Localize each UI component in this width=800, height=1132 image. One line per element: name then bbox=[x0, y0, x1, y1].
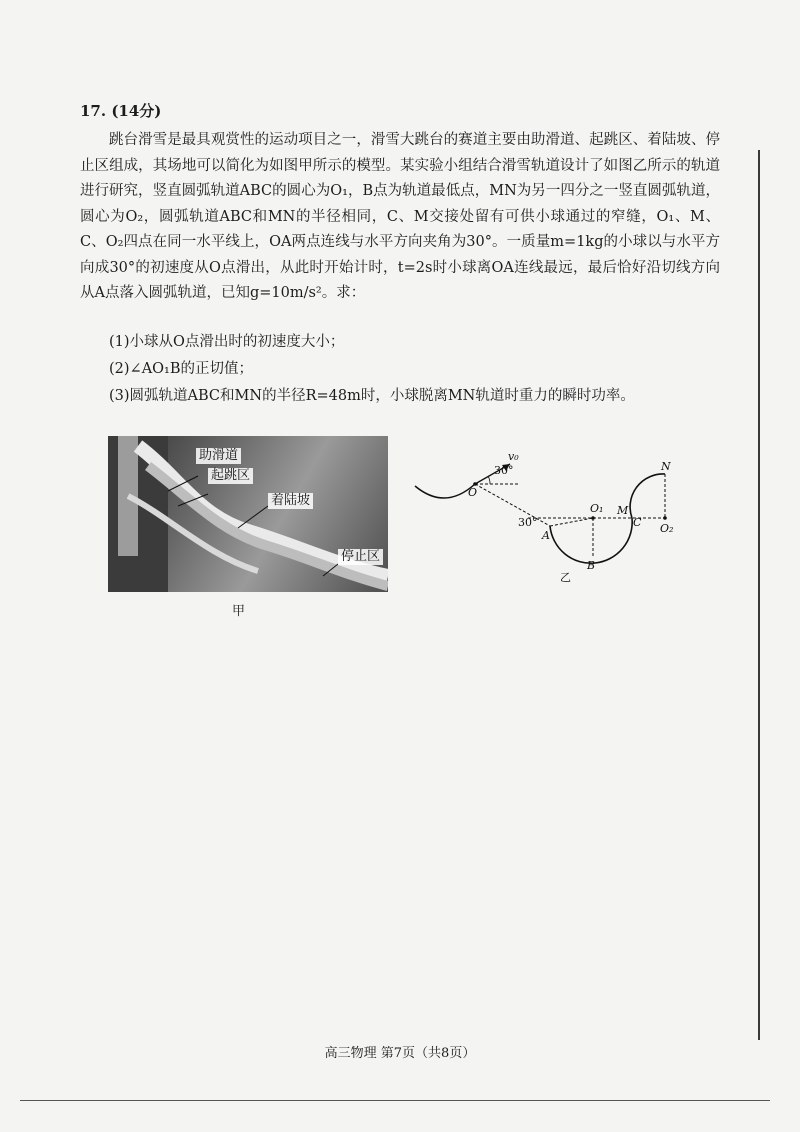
point-B-label: B bbox=[587, 559, 596, 572]
point-O2-label: O₂ bbox=[660, 522, 674, 535]
label-zhuhuadao: 助滑道 bbox=[196, 448, 241, 464]
question-stem: 跳台滑雪是最具观赏性的运动项目之一，滑雪大跳台的赛道主要由助滑道、起跳区、着陆坡、停止区组成，其场地可以简化为如图甲所示的模型。某实验小组结合滑雪轨道设计了如图乙所示的轨道进行研究，竖直圆弧轨道ABC的圆心为O₁，B点为轨道最低点，MN为另一四分之一竖直圆弧轨道，圆心为O₂，圆弧轨道ABC和MN的半径相同，C、M交接处留有可供小球通过的窄缝，O₁、M、C、O₂四点在同一水平线上，OA两点连线与水平方向夹角为30°。一质量m=1kg的小球以与水平方向成30°的初速度从O点滑出，从此时开始计时，t=2s时小球离OA连线最远，最后恰好沿切线方向从A点落入圆弧轨道，已知g=10m/s²。求： bbox=[80, 132, 720, 301]
point-M-label: M bbox=[617, 504, 629, 517]
angle-O-label: 30° bbox=[494, 464, 514, 477]
page-footer: 高三物理 第7页（共8页） bbox=[324, 1046, 476, 1061]
figure-yi-caption: 乙 bbox=[560, 571, 571, 584]
label-tingzhiqu: 停止区 bbox=[338, 549, 383, 565]
arc-ABC bbox=[550, 518, 632, 563]
subquestion-3: (3)圆弧轨道ABC和MN的半径R=48m时，小球脱离MN轨道时重力的瞬时功率。 bbox=[109, 388, 635, 404]
label-zhuoluopo: 着陆坡 bbox=[268, 493, 313, 509]
figure-jia-caption: 甲 bbox=[232, 604, 246, 619]
angle-C-label: 30° bbox=[518, 516, 538, 529]
radius-O1A bbox=[550, 518, 593, 526]
ski-jump-track-drawing bbox=[108, 436, 388, 592]
point-O-label: O bbox=[468, 486, 478, 499]
ski-jump-photo bbox=[108, 436, 388, 592]
bottom-rule bbox=[20, 1100, 770, 1101]
subquestion-1: (1)小球从O点滑出时的初速度大小； bbox=[109, 334, 345, 350]
v0-label: v₀ bbox=[508, 450, 519, 463]
subquestion-2: (2)∠AO₁B的正切值； bbox=[109, 361, 254, 377]
launch-arc bbox=[415, 484, 478, 499]
track-diagram bbox=[410, 446, 690, 596]
page-edge-line bbox=[758, 150, 760, 1040]
point-C-label: C bbox=[633, 516, 642, 529]
line-OA bbox=[475, 484, 550, 526]
point-O1-label: O₁ bbox=[590, 502, 604, 515]
point-N-label: N bbox=[661, 460, 671, 473]
point-A-label: A bbox=[542, 529, 550, 542]
question-number: 17. (14分) bbox=[80, 102, 162, 120]
label-qitiaoqu: 起跳区 bbox=[208, 468, 253, 484]
arc-MN bbox=[630, 474, 665, 518]
